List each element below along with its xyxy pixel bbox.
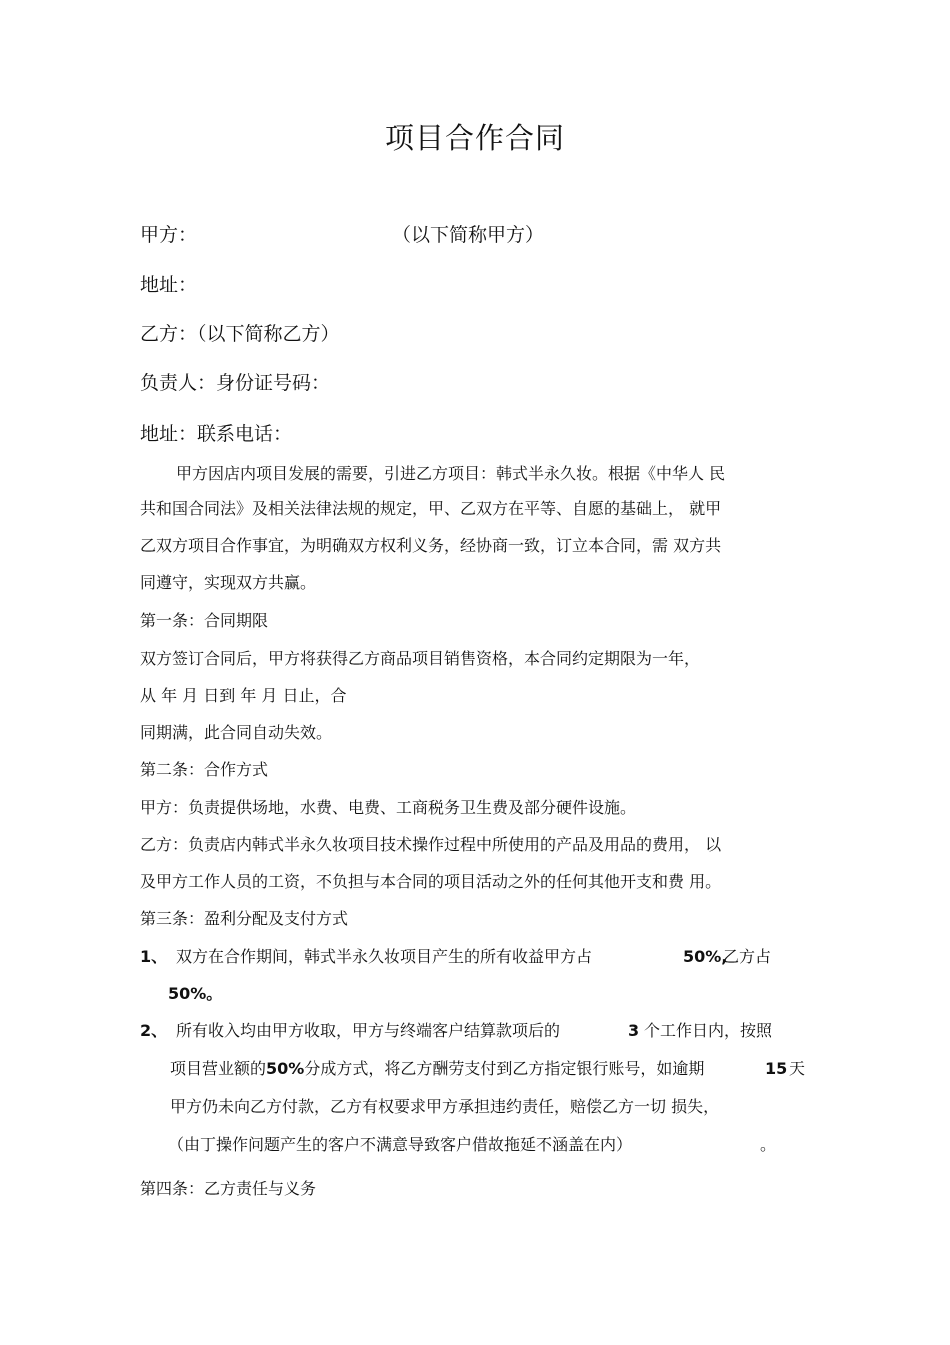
item-2-number: 2、 <box>140 1021 168 1040</box>
article-2-heading: 第二条：合作方式 <box>140 760 269 779</box>
page-title: 项目合作合同 <box>384 121 565 155</box>
article-2-party-a: 甲方：负责提供场地，水费、电费、工商税务卫生费及部分硬件设施。 <box>140 798 637 817</box>
item-1-text-2: 乙方占 <box>723 947 772 966</box>
article-1-line-2: 从 年 月 日到 年 月 日止，合 <box>140 686 347 705</box>
party-a-label: 甲方： <box>140 224 198 246</box>
party-a-line <box>140 221 197 249</box>
item-2-days: 3 <box>628 1021 640 1040</box>
item-2-line-2b: 分成方式，将乙方酬劳支付到乙方指定银行账号，如逾期 <box>304 1059 705 1078</box>
item-2-overdue-days: 15 <box>765 1059 788 1078</box>
item-2-text-2: 个工作日内，按照 <box>644 1021 773 1040</box>
item-1-percent-b: 50%。 <box>168 984 223 1003</box>
intro-line-4: 同遵守，实现双方共赢。 <box>140 573 317 592</box>
address-label: 地址： <box>140 274 198 296</box>
item-2-days-unit: 天 <box>789 1059 806 1078</box>
intro-line-1: 甲方因店内项目发展的需要，引进乙方项目：韩式半永久妆。根据《中华人 民 <box>176 464 726 483</box>
item-2-line-2 <box>170 1057 704 1081</box>
address-phone-line: 地址：联系电话： <box>140 423 293 445</box>
article-1-line-1: 双方签订合同后，甲方将获得乙方商品项目销售资格，本合同约定期限为一年， <box>140 649 701 668</box>
article-2-party-b-line-2: 及甲方工作人员的工资，不负担与本合同的项目活动之外的任何其他开支和费 用。 <box>140 872 722 891</box>
item-1-percent-a: 50%, <box>683 947 728 966</box>
item-1-text: 双方在合作期间，韩式半永久妆项目产生的所有收益甲方占 <box>176 947 593 966</box>
party-b-line: 乙方：（以下简称乙方） <box>140 323 340 345</box>
item-1-number: 1、 <box>140 947 168 966</box>
intro-line-3: 乙双方项目合作事宜，为明确双方权利义务，经协商一致，订立本合同，需 双方共 <box>140 536 722 555</box>
intro-line-2: 共和国合同法》及相关法律法规的规定，甲、乙双方在平等、自愿的基础上， 就甲 <box>140 499 722 518</box>
responsible-line: 负责人：身份证号码： <box>140 372 331 394</box>
article-1-heading: 第一条：合同期限 <box>140 611 269 630</box>
article-1-line-3: 同期满，此合同自动失效。 <box>140 723 333 742</box>
item-2-text: 所有收入均由甲方收取，甲方与终端客户结算款项后的 <box>176 1021 561 1040</box>
party-a-note: （以下简称甲方） <box>392 224 545 246</box>
item-2-line-4-end: 。 <box>760 1135 777 1154</box>
item-2-line-2-percent: 50% <box>266 1059 305 1078</box>
article-3-heading: 第三条：盈利分配及支付方式 <box>140 909 349 928</box>
item-2-line-4: （由丁操作问题产生的客户不满意导致客户借故拖延不涵盖在内） <box>168 1135 633 1154</box>
item-2-line-2a: 项目营业额的 <box>170 1059 267 1078</box>
item-2-line-3: 甲方仍未向乙方付款，乙方有权要求甲方承担违约责任，赔偿乙方一切 损失， <box>170 1097 720 1116</box>
article-2-party-b-line-1: 乙方：负责店内韩式半永久妆项目技术操作过程中所使用的产品及用品的费用， 以 <box>140 835 722 854</box>
article-4-heading: 第四条：乙方责任与义务 <box>140 1179 317 1198</box>
